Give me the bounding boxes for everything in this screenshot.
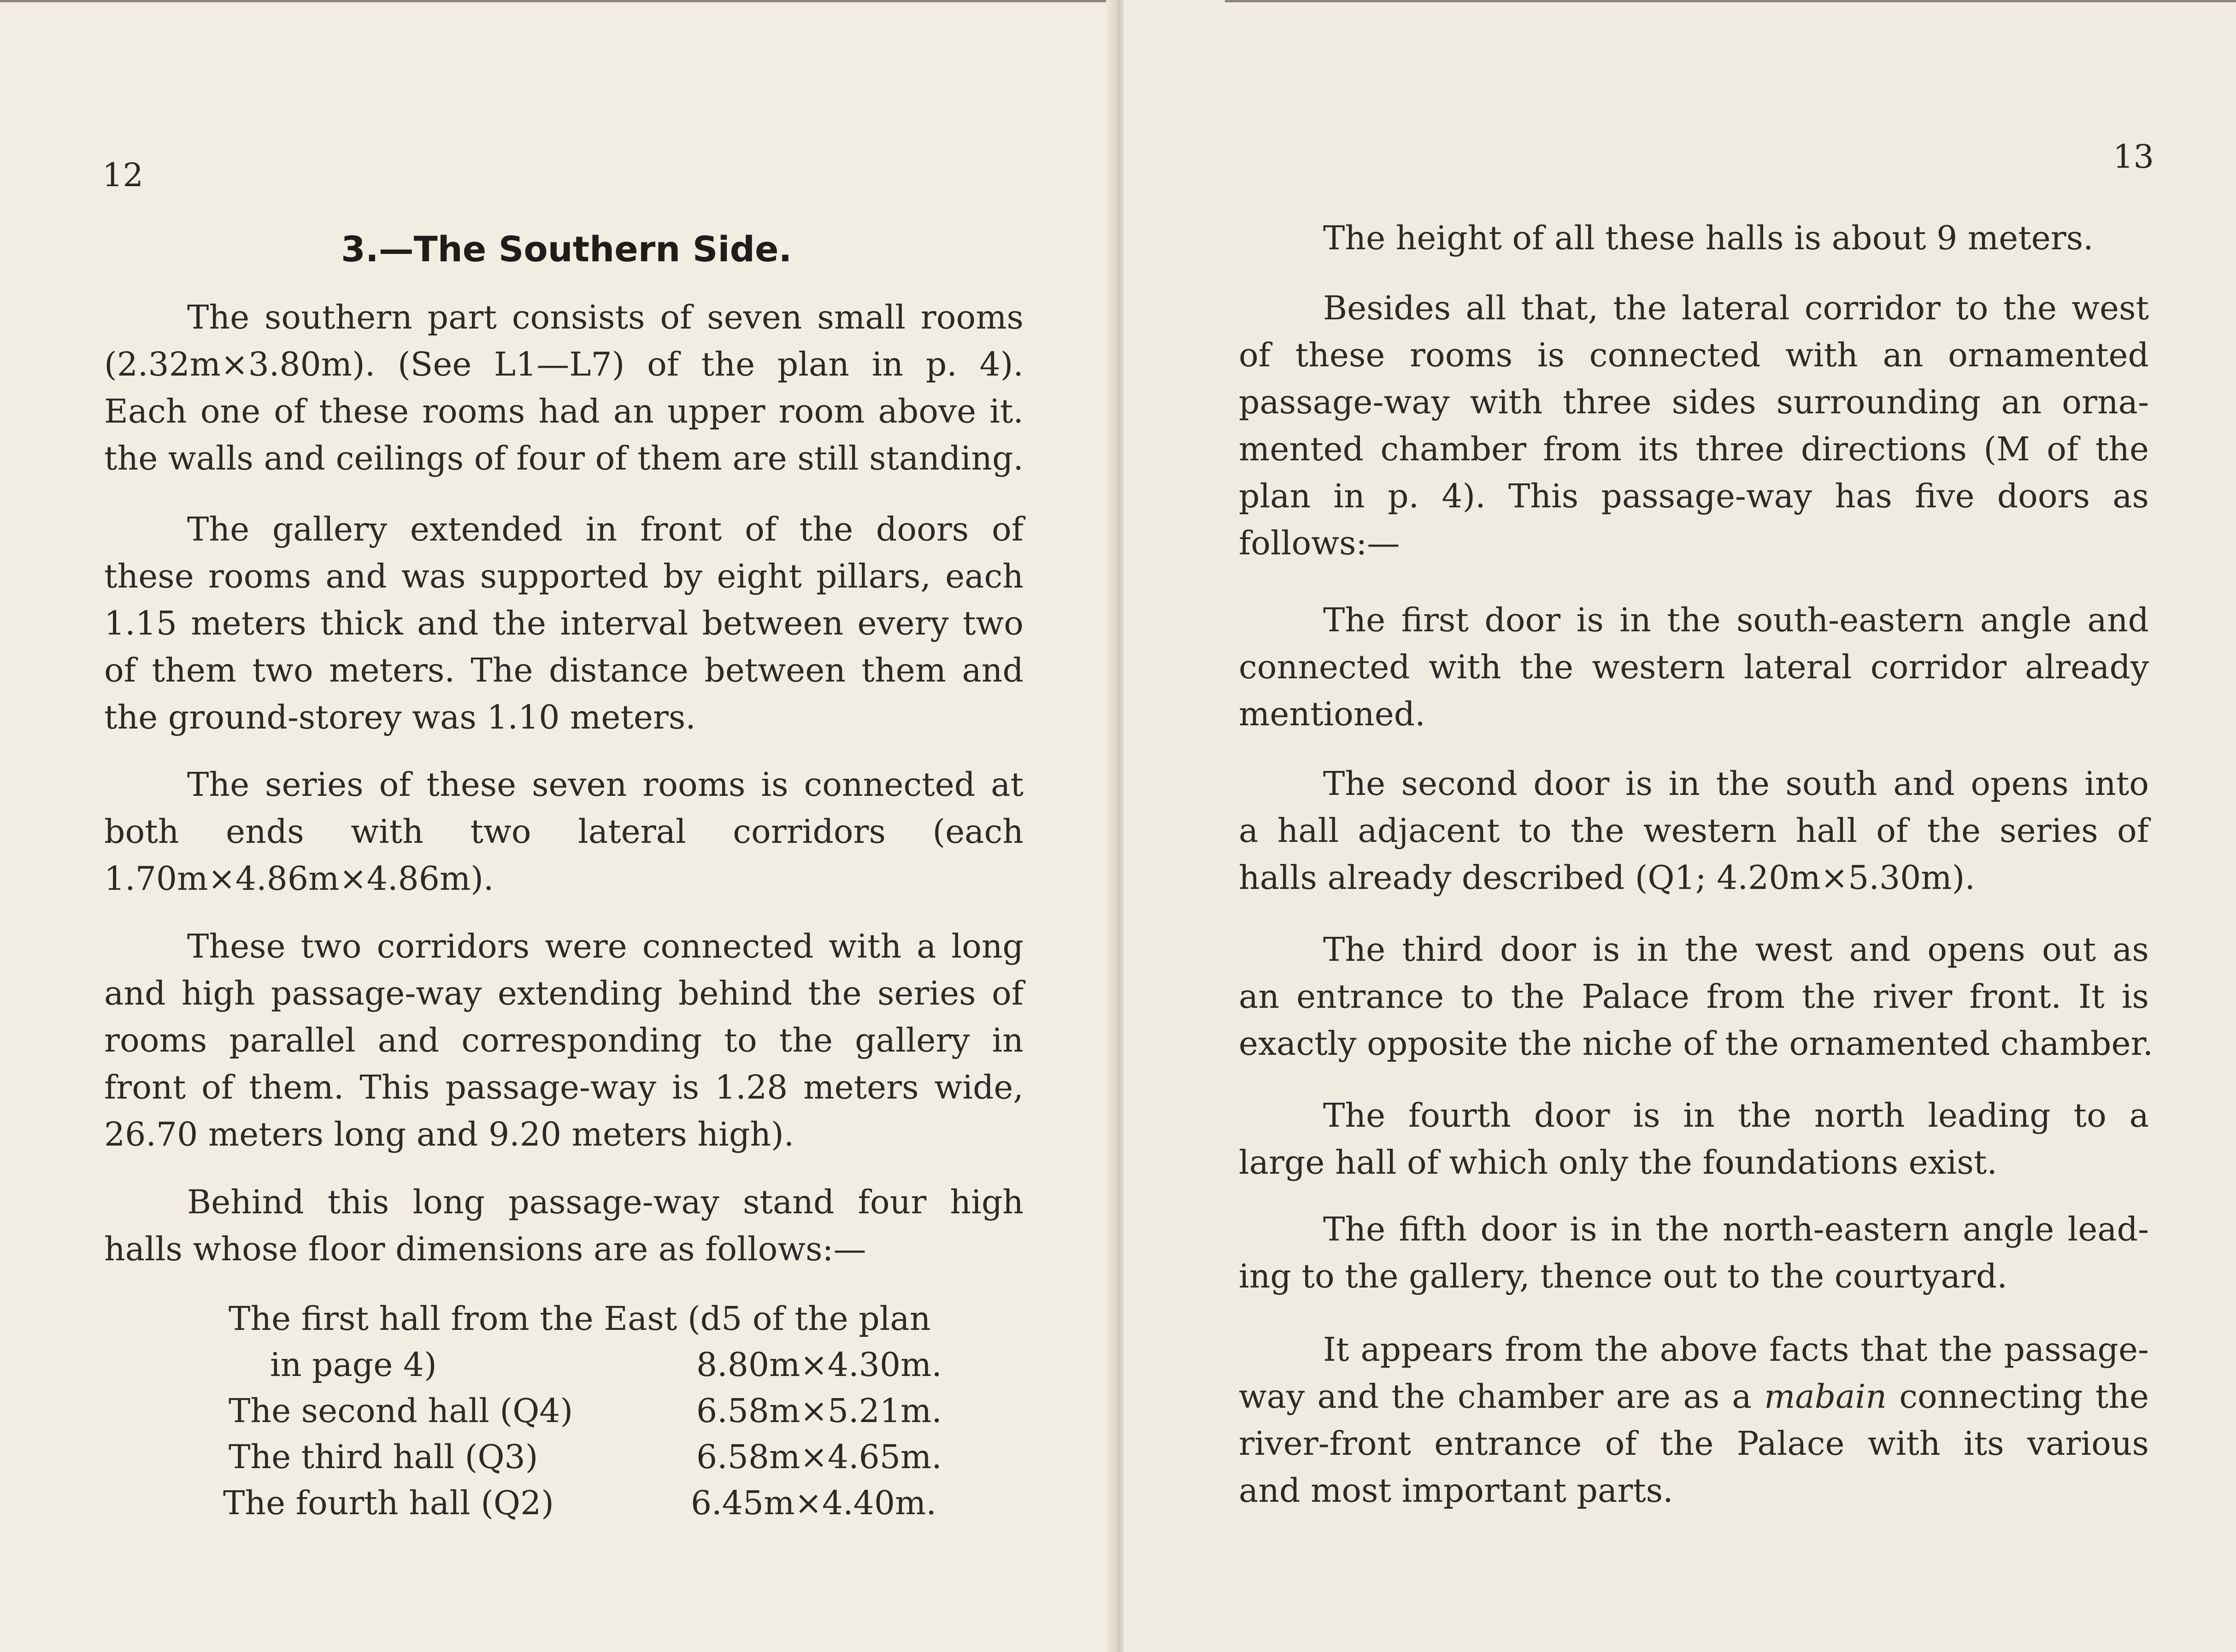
paragraph — [1239, 760, 2149, 901]
text-line: passage-way with three sides surrounding an orna- — [1239, 383, 2149, 421]
text-line: mented chamber from its three directions (M of the — [1239, 430, 2149, 468]
text-line: The third door is in the west and opens out as — [1323, 930, 2149, 969]
text-line: both ends with two lateral corridors (each — [104, 812, 1024, 851]
text-line: The series of these seven rooms is connected at — [187, 765, 1024, 804]
hall-name: The third hall (Q3) — [229, 1438, 538, 1476]
paragraph — [1239, 926, 2154, 1067]
section-heading: 3.—The Southern Side. — [341, 229, 792, 270]
paragraph — [104, 761, 1024, 902]
right-page — [1124, 0, 2236, 1652]
text-fragment: connecting the — [1886, 1377, 2149, 1416]
left-page — [0, 0, 1114, 1652]
hall-intro-text: The first hall from the East (d5 of the plan — [229, 1299, 931, 1338]
text-line: The fourth door is in the north leading to a — [1323, 1096, 2149, 1135]
text-line: The height of all these halls is about 9 meters. — [1323, 219, 2094, 257]
text-line: 26.70 meters long and 9.20 meters high). — [104, 1115, 794, 1153]
text-line: mentioned. — [1239, 695, 1425, 733]
text-line: and most important parts. — [1239, 1471, 1673, 1510]
paragraph — [104, 923, 1024, 1158]
text-line: the ground-storey was 1.10 meters. — [104, 698, 696, 736]
paragraph — [104, 294, 1024, 482]
hall-dimensions: 6.58m×5.21m. — [696, 1392, 942, 1430]
paragraph — [1239, 1326, 2149, 1514]
text-line: The southern part consists of seven small rooms — [187, 298, 1024, 336]
text-line: halls already described (Q1; 4.20m×5.30m). — [1239, 858, 1975, 897]
paragraph — [1239, 1092, 2149, 1186]
halls-list-intro — [229, 1296, 1026, 1342]
text-line: and high passage-way extending behind the series of — [104, 974, 1024, 1012]
text-line: the walls and ceilings of four of them are still standing. — [104, 439, 1024, 477]
hall-dimensions: 6.58m×4.65m. — [696, 1438, 942, 1476]
hall-row — [223, 1480, 1026, 1526]
hall-dimensions: 8.80m×4.30m. — [696, 1346, 942, 1384]
hall-name: The fourth hall (Q2) — [223, 1484, 554, 1522]
text-line: these rooms and was supported by eight pillars, each — [104, 557, 1024, 595]
text-line: rooms parallel and corresponding to the gallery in — [104, 1021, 1024, 1059]
page-number: 12 — [102, 156, 144, 194]
paragraph — [1239, 597, 2149, 738]
text-line: The first door is in the south-eastern angle and — [1323, 601, 2149, 639]
text-line: Behind this long passage-way stand four high — [187, 1183, 1024, 1221]
halls-list — [223, 1296, 1026, 1526]
hall-row — [229, 1342, 1026, 1388]
text-line — [1239, 1373, 2149, 1420]
page-top-edge — [1225, 0, 2236, 2]
text-line: Each one of these rooms had an upper room above it. — [104, 392, 1024, 430]
text-line: 1.70m×4.86m×4.86m). — [104, 859, 494, 898]
paragraph — [1239, 1206, 2149, 1300]
page-number: 13 — [2113, 138, 2154, 176]
text-line: of these rooms is connected with an ornamented — [1239, 336, 2149, 374]
italic-term: mabain — [1764, 1377, 1887, 1416]
text-line: Besides all that, the lateral corridor to the west — [1323, 289, 2149, 327]
text-line: It appears from the above facts that the passage- — [1323, 1330, 2149, 1369]
hall-row — [229, 1434, 1026, 1480]
hall-dimensions: 6.45m×4.40m. — [691, 1484, 936, 1522]
paragraph — [104, 506, 1024, 741]
text-line: follows:— — [1239, 524, 1400, 562]
text-line: of them two meters. The distance between them and — [104, 651, 1024, 689]
text-line: The fifth door is in the north-eastern angle lead- — [1323, 1210, 2149, 1248]
text-line: an entrance to the Palace from the river front. It is — [1239, 977, 2149, 1016]
text-line: 1.15 meters thick and the interval between every two — [104, 604, 1024, 642]
text-fragment: way and the chamber are as a — [1239, 1377, 1765, 1416]
text-line: plan in p. 4). This passage-way has five doors as — [1239, 477, 2149, 515]
text-line: The second door is in the south and opens into — [1323, 764, 2149, 803]
hall-name: The second hall (Q4) — [229, 1392, 573, 1430]
text-line: front of them. This passage-way is 1.28 meters wide, — [104, 1068, 1024, 1106]
text-line: ing to the gallery, thence out to the courtyard. — [1239, 1257, 2007, 1295]
paragraph — [1239, 215, 2149, 262]
text-line: connected with the western lateral corridor already — [1239, 648, 2149, 686]
text-line: The gallery extended in front of the doors of — [187, 510, 1024, 548]
hall-row — [229, 1388, 1026, 1434]
text-line: a hall adjacent to the western hall of the series of — [1239, 811, 2149, 850]
text-line: halls whose floor dimensions are as follows:— — [104, 1230, 866, 1268]
hall-name: in page 4) — [270, 1346, 437, 1384]
paragraph — [104, 1179, 1024, 1273]
text-line: These two corridors were connected with a long — [187, 927, 1024, 965]
text-line: exactly opposite the niche of the ornamented chamber. — [1239, 1024, 2154, 1063]
text-line: river-front entrance of the Palace with its various — [1239, 1424, 2149, 1463]
page-top-edge — [0, 0, 1114, 2]
text-line: (2.32m×3.80m). (See L1—L7) of the plan in p. 4). — [104, 345, 1024, 383]
text-line: large hall of which only the foundations exist. — [1239, 1143, 1997, 1182]
paragraph — [1239, 285, 2149, 567]
